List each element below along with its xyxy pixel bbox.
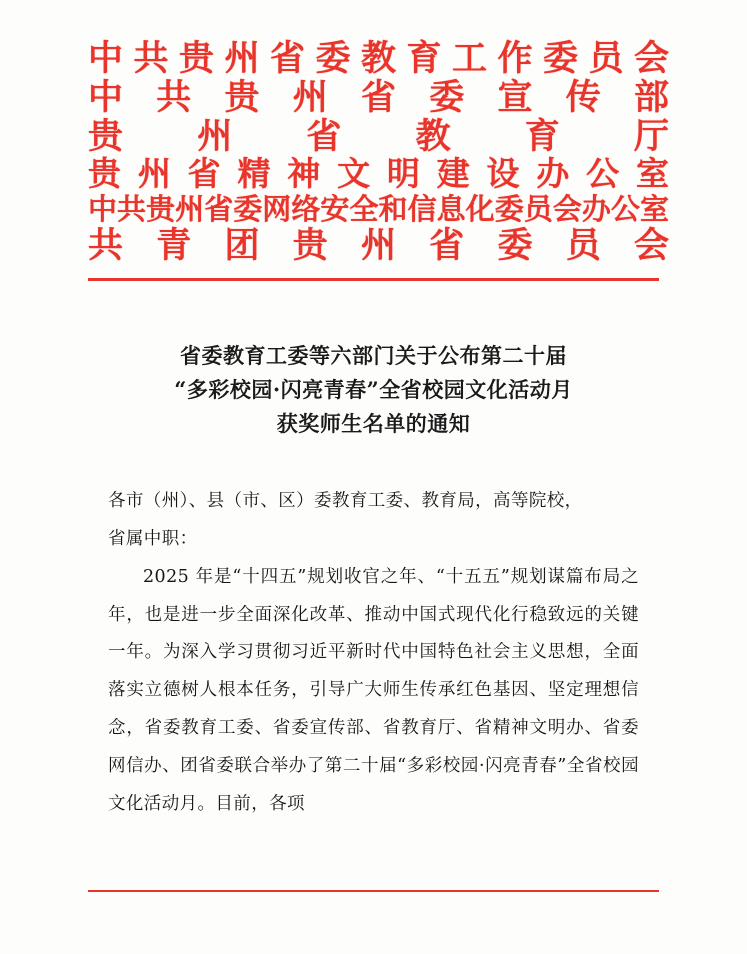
document-title [110,339,637,441]
letterhead [0,0,747,264]
footer-divider [88,890,659,892]
addressee-line-2: 省属中职： [108,528,198,549]
letterhead-line-3: 贵州省教育厅 [88,116,669,158]
document-body [108,483,639,823]
title-line-3: 获奖师生名单的通知 [276,411,471,437]
letterhead-line-1: 中共贵州省委教育工作委员会 [88,38,669,79]
letterhead-line-4: 贵州省精神文明建设办公室 [88,154,669,194]
letterhead-line-6: 共青团贵州省委员会 [88,224,669,266]
title-line-1: 省委教育工委等六部门关于公布第二十届 [180,343,567,369]
letterhead-line-5: 中共贵州省委网络安全和信息化委员会办公室 [88,192,669,227]
title-line-2: “多彩校园·闪亮青春”全省校园文化活动月 [174,377,573,403]
addressee-line-1: 各市（州）、县（市、区）委教育工委、教育局，高等院校， [108,491,583,512]
letterhead-line-2: 中共贵州省委宣传部 [88,77,669,119]
body-paragraph-1: 2025 年是“十四五”规划收官之年、“十五五”规划谋篇布局之年，也是进一步全面深化改革、推动中国式现代化行稳致远的关键一年。为深入学习贯彻习近平新时代中国特色社会主义思想，全面落实立德树人根本任务，引导广大师生传承红色基因、坚定理想信念，省委教育工委、省委宣传部、省教育厅、省精神文明办、省委网信办、团省委联合举办了第二十届“多彩校园·闪亮青春”全省校园文化活动月。目前，各项 [108,566,639,814]
letterhead-divider [88,278,659,281]
